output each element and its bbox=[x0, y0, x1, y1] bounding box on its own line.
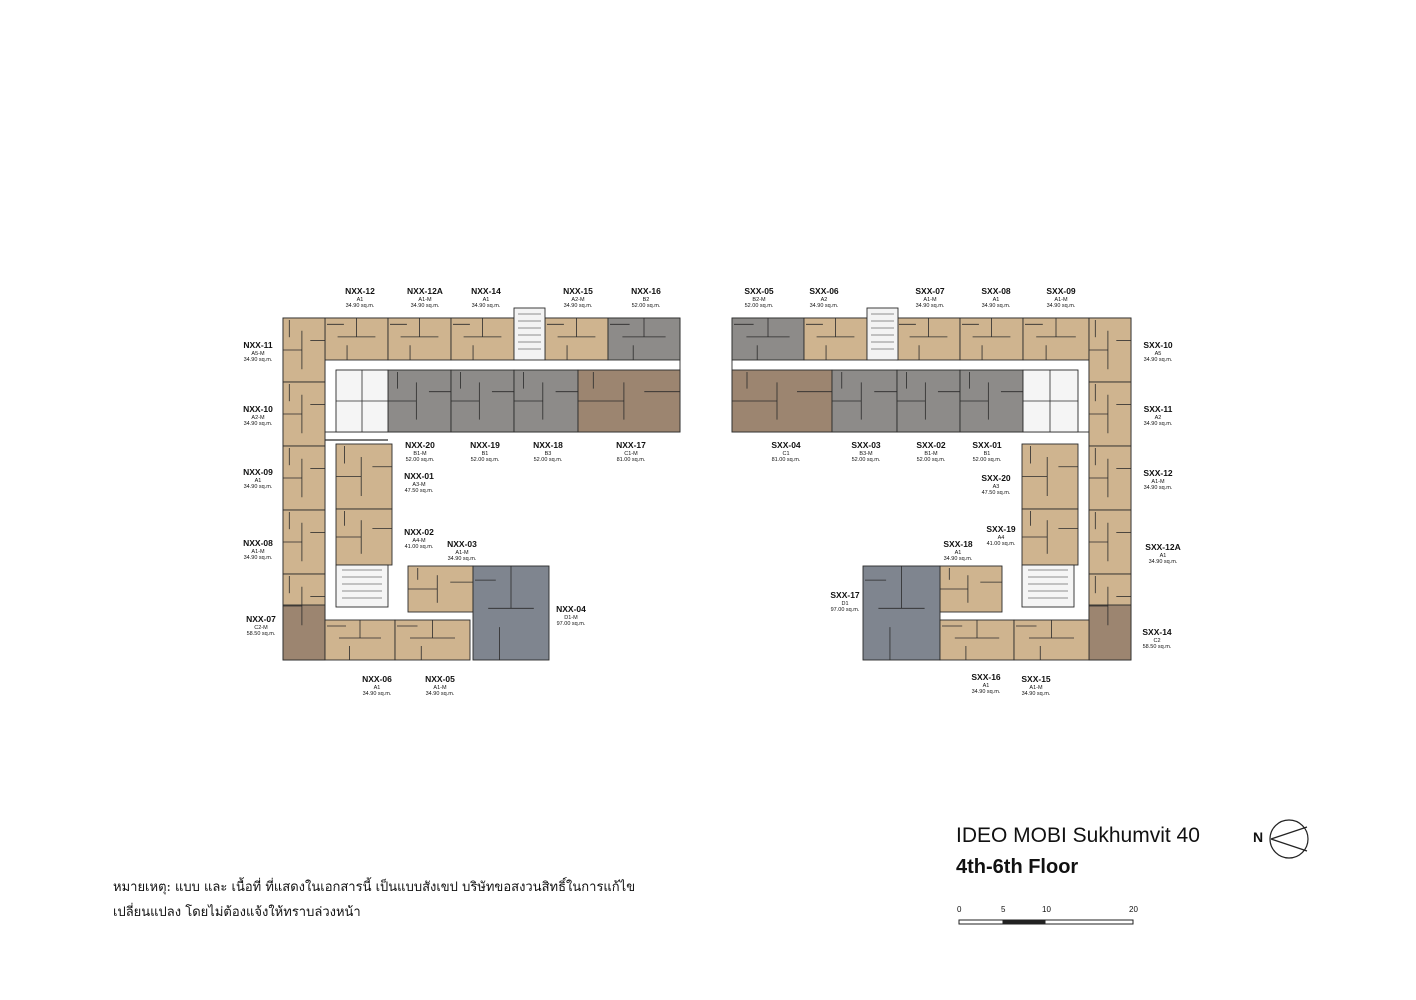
disclaimer-line-2: เปลี่ยนแปลง โดยไม่ต้องแจ้งให้ทราบล่วงหน้า bbox=[113, 905, 361, 920]
unit-type: B3 bbox=[544, 450, 552, 457]
unit-code: NXX-15 bbox=[563, 286, 593, 296]
unit-type: B2 bbox=[642, 296, 650, 303]
unit-area: 52.00 sq.m. bbox=[972, 456, 1002, 463]
unit-area: 34.90 sq.m. bbox=[943, 555, 973, 562]
unit-type: A4-M bbox=[412, 537, 426, 544]
unit-area: 52.00 sq.m. bbox=[851, 456, 881, 463]
unit-type: C2-M bbox=[254, 624, 268, 631]
unit-code: NXX-03 bbox=[447, 539, 477, 549]
unit-sxx-14-lower bbox=[1089, 605, 1131, 660]
unit-code: SXX-06 bbox=[809, 286, 839, 296]
north-arrow-icon bbox=[1267, 817, 1313, 861]
project-title: IDEO MOBI Sukhumvit 40 bbox=[956, 824, 1200, 847]
unit-code: SXX-11 bbox=[1143, 404, 1173, 414]
scale-tick-0: 0 bbox=[957, 905, 962, 914]
unit-label-sxx-06 bbox=[809, 287, 838, 309]
unit-label-sxx-12a bbox=[1145, 543, 1180, 565]
unit-type: C1-M bbox=[624, 450, 638, 457]
unit-area: 34.90 sq.m. bbox=[243, 420, 273, 427]
unit-area: 34.90 sq.m. bbox=[447, 555, 477, 562]
south-stair-inner bbox=[1022, 565, 1074, 607]
unit-type: B1 bbox=[481, 450, 489, 457]
unit-code: SXX-07 bbox=[915, 286, 945, 296]
unit-type: A1 bbox=[1159, 552, 1167, 559]
unit-code: NXX-02 bbox=[404, 527, 434, 537]
unit-type: A1 bbox=[373, 684, 381, 691]
unit-label-nxx-17 bbox=[616, 441, 646, 463]
unit-code: NXX-18 bbox=[533, 440, 563, 450]
unit-area: 34.90 sq.m. bbox=[1143, 356, 1173, 363]
unit-area: 34.90 sq.m. bbox=[425, 690, 455, 697]
unit-area: 41.00 sq.m. bbox=[404, 543, 434, 550]
unit-type: A1 bbox=[982, 682, 990, 689]
unit-code: SXX-03 bbox=[851, 440, 881, 450]
unit-code: SXX-12 bbox=[1143, 468, 1173, 478]
unit-label-nxx-10 bbox=[243, 405, 273, 427]
unit-label-nxx-20 bbox=[405, 441, 435, 463]
unit-area: 34.90 sq.m. bbox=[410, 302, 440, 309]
unit-area: 52.00 sq.m. bbox=[470, 456, 500, 463]
unit-area: 47.50 sq.m. bbox=[404, 487, 434, 494]
unit-label-sxx-11 bbox=[1144, 405, 1173, 427]
unit-type: C2 bbox=[1153, 637, 1161, 644]
unit-area: 34.90 sq.m. bbox=[243, 483, 273, 490]
south-stair-top bbox=[867, 308, 898, 360]
unit-area: 97.00 sq.m. bbox=[830, 606, 860, 613]
unit-label-sxx-17 bbox=[830, 591, 859, 613]
unit-label-nxx-09 bbox=[243, 468, 273, 490]
unit-label-sxx-07 bbox=[915, 287, 944, 309]
unit-label-sxx-02 bbox=[916, 441, 945, 463]
scale-tick-20: 20 bbox=[1129, 905, 1138, 914]
unit-area: 81.00 sq.m. bbox=[616, 456, 646, 463]
unit-type: A1 bbox=[356, 296, 364, 303]
unit-code: SXX-12A bbox=[1145, 542, 1181, 552]
unit-label-sxx-18 bbox=[943, 540, 972, 562]
unit-type: A1 bbox=[254, 477, 262, 484]
unit-code: SXX-18 bbox=[943, 539, 973, 549]
unit-area: 58.50 sq.m. bbox=[246, 630, 276, 637]
unit-label-nxx-01 bbox=[404, 472, 434, 494]
unit-label-nxx-06 bbox=[362, 675, 392, 697]
unit-code: SXX-09 bbox=[1046, 286, 1076, 296]
unit-area: 81.00 sq.m. bbox=[771, 456, 801, 463]
unit-label-sxx-16 bbox=[971, 673, 1000, 695]
unit-type: A1-M bbox=[1054, 296, 1068, 303]
unit-type: A1-M bbox=[418, 296, 432, 303]
unit-area: 34.90 sq.m. bbox=[471, 302, 501, 309]
unit-area: 52.00 sq.m. bbox=[405, 456, 435, 463]
unit-code: NXX-14 bbox=[471, 286, 501, 296]
unit-code: NXX-12A bbox=[407, 286, 443, 296]
unit-label-sxx-14 bbox=[1142, 628, 1171, 650]
unit-type: C1 bbox=[782, 450, 790, 457]
unit-label-nxx-19 bbox=[470, 441, 500, 463]
unit-type: A1 bbox=[482, 296, 490, 303]
unit-label-nxx-15 bbox=[563, 287, 593, 309]
unit-type: A4 bbox=[997, 534, 1005, 541]
scale-tick-5: 5 bbox=[1001, 905, 1006, 914]
unit-code: NXX-06 bbox=[362, 674, 392, 684]
unit-area: 34.90 sq.m. bbox=[1046, 302, 1076, 309]
unit-label-sxx-09 bbox=[1046, 287, 1075, 309]
unit-code: SXX-15 bbox=[1021, 674, 1051, 684]
unit-area: 34.90 sq.m. bbox=[1148, 558, 1178, 565]
unit-type: A1-M bbox=[1029, 684, 1043, 691]
unit-code: NXX-16 bbox=[631, 286, 661, 296]
north-label: N bbox=[1253, 829, 1264, 845]
unit-area: 34.90 sq.m. bbox=[243, 356, 273, 363]
unit-code: NXX-08 bbox=[243, 538, 273, 548]
unit-type: A1 bbox=[954, 549, 962, 556]
unit-area: 52.00 sq.m. bbox=[744, 302, 774, 309]
unit-type: A1-M bbox=[923, 296, 937, 303]
unit-area: 47.50 sq.m. bbox=[981, 489, 1011, 496]
unit-area: 34.90 sq.m. bbox=[362, 690, 392, 697]
unit-label-nxx-03 bbox=[447, 540, 477, 562]
unit-code: NXX-17 bbox=[616, 440, 646, 450]
unit-label-sxx-05 bbox=[744, 287, 773, 309]
unit-type: A5 bbox=[1154, 350, 1162, 357]
unit-type: D1 bbox=[841, 600, 849, 607]
disclaimer-line-1: หมายเหตุ: แบบ และ เนื้อที่ ที่แสดงในเอกสารนี้ เป็นแบบสังเขป บริษัทขอสงวนสิทธิ์ในการแก้ไข bbox=[113, 880, 636, 895]
unit-area: 52.00 sq.m. bbox=[631, 302, 661, 309]
unit-code: NXX-07 bbox=[246, 614, 276, 624]
unit-label-nxx-14 bbox=[471, 287, 501, 309]
unit-code: SXX-16 bbox=[971, 672, 1001, 682]
unit-area: 34.90 sq.m. bbox=[971, 688, 1001, 695]
unit-area: 34.90 sq.m. bbox=[243, 554, 273, 561]
unit-code: SXX-14 bbox=[1142, 627, 1172, 637]
unit-label-sxx-01 bbox=[972, 441, 1001, 463]
unit-area: 34.90 sq.m. bbox=[1143, 484, 1173, 491]
unit-code: SXX-10 bbox=[1143, 340, 1173, 350]
north-stair-top bbox=[514, 308, 545, 360]
unit-label-sxx-08 bbox=[981, 287, 1010, 309]
unit-type: B1 bbox=[983, 450, 991, 457]
unit-type: A3-M bbox=[412, 481, 426, 488]
unit-label-nxx-16 bbox=[631, 287, 661, 309]
unit-code: SXX-02 bbox=[916, 440, 946, 450]
unit-code: SXX-05 bbox=[744, 286, 774, 296]
unit-code: NXX-11 bbox=[243, 340, 273, 350]
unit-type: B2-M bbox=[752, 296, 766, 303]
unit-type: A3 bbox=[992, 483, 1000, 490]
unit-label-sxx-15 bbox=[1021, 675, 1050, 697]
unit-type: A1-M bbox=[455, 549, 469, 556]
unit-label-nxx-11 bbox=[243, 341, 272, 363]
unit-label-sxx-03 bbox=[851, 441, 880, 463]
unit-code: SXX-20 bbox=[981, 473, 1011, 483]
unit-label-nxx-04 bbox=[556, 605, 586, 627]
unit-type: A2-M bbox=[571, 296, 585, 303]
unit-code: NXX-12 bbox=[345, 286, 375, 296]
unit-code: NXX-09 bbox=[243, 467, 273, 477]
unit-label-nxx-18 bbox=[533, 441, 563, 463]
unit-type: B1-M bbox=[413, 450, 427, 457]
unit-area: 52.00 sq.m. bbox=[916, 456, 946, 463]
unit-label-nxx-12a bbox=[407, 287, 443, 309]
unit-type: A2 bbox=[820, 296, 828, 303]
scale-bar bbox=[958, 917, 1138, 927]
unit-type: A1-M bbox=[433, 684, 447, 691]
unit-type: A1 bbox=[992, 296, 1000, 303]
unit-type: A2 bbox=[1154, 414, 1162, 421]
unit-label-sxx-20 bbox=[981, 474, 1010, 496]
unit-type: A5-M bbox=[251, 350, 265, 357]
unit-type: B1-M bbox=[924, 450, 938, 457]
unit-code: SXX-04 bbox=[771, 440, 801, 450]
unit-code: NXX-10 bbox=[243, 404, 273, 414]
unit-label-sxx-04 bbox=[771, 441, 800, 463]
unit-code: NXX-19 bbox=[470, 440, 500, 450]
unit-area: 52.00 sq.m. bbox=[533, 456, 563, 463]
unit-label-sxx-19 bbox=[986, 525, 1015, 547]
unit-area: 34.90 sq.m. bbox=[1021, 690, 1051, 697]
unit-area: 34.90 sq.m. bbox=[345, 302, 375, 309]
unit-area: 34.90 sq.m. bbox=[915, 302, 945, 309]
unit-label-nxx-02 bbox=[404, 528, 434, 550]
unit-code: NXX-20 bbox=[405, 440, 435, 450]
unit-type: D1-M bbox=[564, 614, 578, 621]
unit-label-nxx-12 bbox=[345, 287, 375, 309]
unit-label-sxx-12 bbox=[1143, 469, 1172, 491]
unit-area: 34.90 sq.m. bbox=[1143, 420, 1173, 427]
unit-label-nxx-07 bbox=[246, 615, 276, 637]
unit-label-nxx-05 bbox=[425, 675, 455, 697]
unit-area: 34.90 sq.m. bbox=[809, 302, 839, 309]
unit-area: 34.90 sq.m. bbox=[981, 302, 1011, 309]
unit-nxx-07-lower bbox=[283, 605, 325, 660]
floor-title: 4th-6th Floor bbox=[956, 856, 1079, 878]
unit-code: SXX-08 bbox=[981, 286, 1011, 296]
unit-area: 34.90 sq.m. bbox=[563, 302, 593, 309]
unit-code: SXX-19 bbox=[986, 524, 1016, 534]
unit-area: 58.50 sq.m. bbox=[1142, 643, 1172, 650]
unit-label-nxx-08 bbox=[243, 539, 273, 561]
unit-code: SXX-17 bbox=[830, 590, 860, 600]
unit-area: 41.00 sq.m. bbox=[986, 540, 1016, 547]
unit-type: B3-M bbox=[859, 450, 873, 457]
unit-area: 97.00 sq.m. bbox=[556, 620, 586, 627]
unit-label-sxx-10 bbox=[1143, 341, 1172, 363]
unit-type: A1-M bbox=[251, 548, 265, 555]
unit-type: A2-M bbox=[251, 414, 265, 421]
unit-code: NXX-01 bbox=[404, 471, 434, 481]
unit-code: SXX-01 bbox=[972, 440, 1002, 450]
unit-code: NXX-04 bbox=[556, 604, 586, 614]
unit-code: NXX-05 bbox=[425, 674, 455, 684]
scale-tick-10: 10 bbox=[1042, 905, 1051, 914]
unit-type: A1-M bbox=[1151, 478, 1165, 485]
north-stair-inner bbox=[336, 565, 388, 607]
